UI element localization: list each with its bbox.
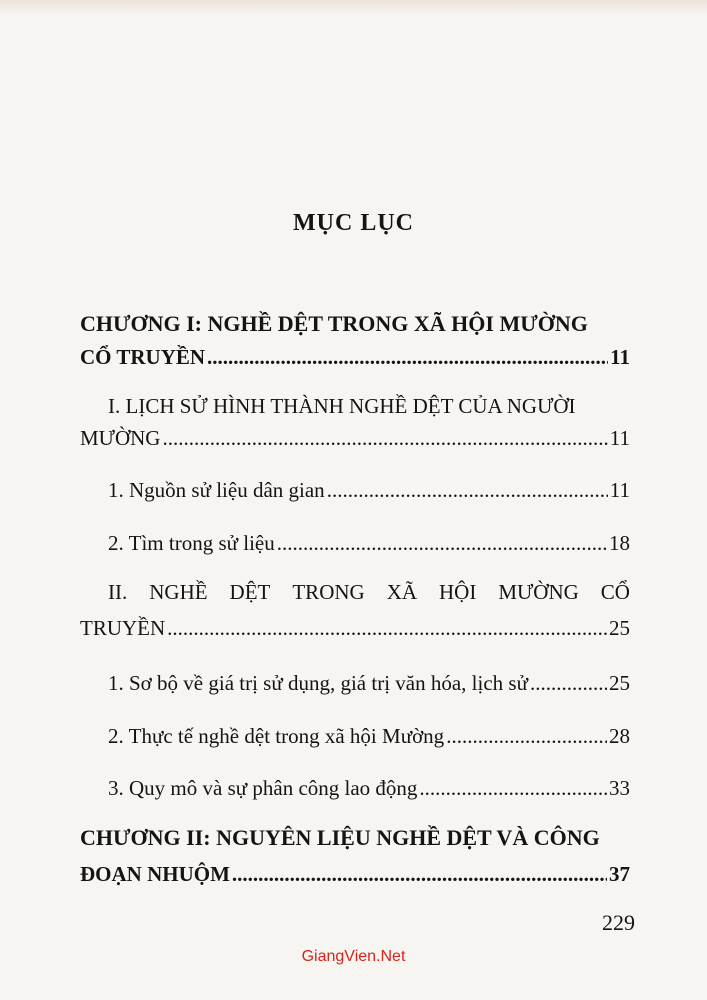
toc-page-number: 25 [609,671,630,695]
page-top-edge [0,0,707,16]
dot-leader [419,774,607,802]
toc-item-2-2[interactable] [108,722,630,750]
toc-word: II. [108,580,128,604]
dot-leader [162,424,607,452]
toc-item-label: 2. Thực tế nghề dệt trong xã hội Mường [108,724,445,748]
toc-chapter-2[interactable] [80,860,630,888]
toc-word: XÃ [386,580,418,604]
toc-section-1[interactable] [80,424,630,452]
dot-leader [232,860,607,888]
toc-item-label: 1. Sơ bộ về giá trị sử dụng, giá trị văn hóa, lịch sử [108,671,528,695]
toc-page-number: 25 [609,616,630,640]
toc-page-number: 37 [609,862,630,886]
toc-item-1-1[interactable] [108,476,630,504]
toc-word: TRONG [292,580,365,604]
dot-leader [530,669,607,697]
toc-item-2-3[interactable] [108,774,630,802]
toc-section-1-line1: I. LỊCH SỬ HÌNH THÀNH NGHỀ DỆT CỦA NGƯỜI [108,394,576,418]
toc-page-number: 33 [609,776,630,800]
toc-item-label: 1. Nguồn sử liệu dân gian [108,478,325,502]
dot-leader [167,614,607,642]
toc-word: DỆT [229,580,271,604]
toc-chapter-2-line1: CHƯƠNG II: NGUYÊN LIỆU NGHỀ DỆT VÀ CÔNG [80,825,600,850]
toc-section-2[interactable] [80,614,630,642]
dot-leader [207,343,608,371]
toc-word: MƯỜNG [498,580,579,604]
watermark: GiangVien.Net [301,948,406,965]
toc-chapter-1[interactable] [80,343,630,371]
toc-chapter-1-line2: CỔ TRUYỀN [80,345,206,369]
toc-page-number: 11 [610,345,630,369]
toc-section-2-line2: TRUYỀN [80,616,166,640]
toc-item-label: 2. Tìm trong sử liệu [108,531,275,555]
toc-word: CỔ [600,580,630,604]
toc-page-number: 28 [609,724,630,748]
dot-leader [277,529,607,557]
toc-item-1-2[interactable] [108,529,630,557]
page-number: 229 [602,910,635,935]
toc-section-2-line1 [108,578,630,606]
toc-item-2-1[interactable] [108,669,630,697]
toc-page-number: 11 [609,426,630,450]
toc-item-label: 3. Quy mô và sự phân công lao động [108,776,418,800]
toc-section-1-line2: MƯỜNG [80,426,161,450]
page-title: MỤC LỤC [293,210,414,236]
toc-chapter-1-line1: CHƯƠNG I: NGHỀ DỆT TRONG XÃ HỘI MƯỜNG [80,311,588,336]
toc-page-number: 11 [609,478,630,502]
toc-chapter-2-line2: ĐOẠN NHUỘM [80,862,230,886]
dot-leader [446,722,607,750]
dot-leader [327,476,608,504]
toc-word: NGHỀ [149,580,208,604]
toc-word: HỘI [439,580,477,604]
toc-page-number: 18 [609,531,630,555]
